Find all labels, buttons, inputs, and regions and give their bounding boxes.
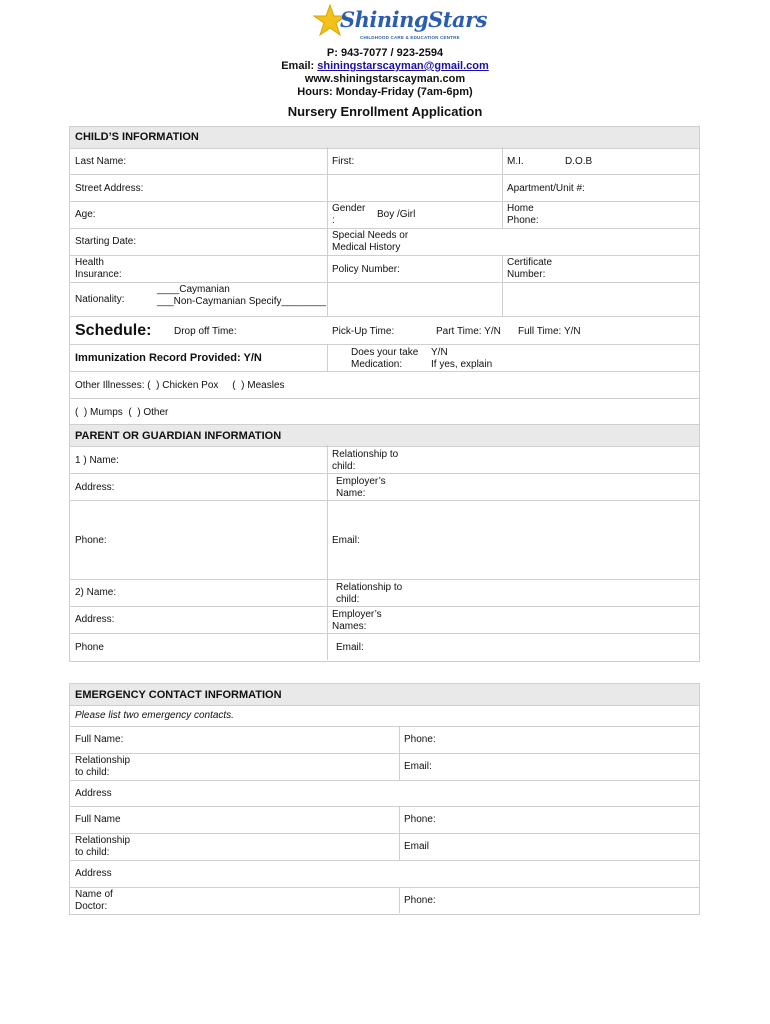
- col-divider: [399, 806, 400, 860]
- parent1-phone-label: Phone:: [75, 535, 107, 546]
- emergency2-relationship-label-2: to child:: [75, 847, 110, 858]
- parent2-relationship-label-2: child:: [336, 594, 360, 605]
- nationality-label: Nationality:: [75, 294, 125, 305]
- col-divider: [399, 887, 400, 913]
- health-insurance-label: Health: [75, 257, 104, 268]
- dob-label: D.O.B: [565, 156, 593, 167]
- emergency2-relationship-label: Relationship: [75, 835, 131, 846]
- apartment-label: Apartment/Unit #:: [507, 183, 585, 194]
- parent2-name-label: 2) Name:: [75, 587, 117, 598]
- gender-label-colon: :: [332, 215, 335, 226]
- parent1-employer-label: Employer’s: [336, 476, 386, 487]
- parent2-email-label: Email:: [336, 642, 364, 653]
- emergency1-relationship-label: Relationship: [75, 755, 131, 766]
- emergency2-name-label: Full Name: [75, 814, 121, 825]
- row-divider: [70, 473, 699, 474]
- emergency1-email-label: Email:: [404, 761, 432, 772]
- medication-label: Does your take: [351, 347, 419, 358]
- full-time-option[interactable]: Full Time: Y/N: [518, 326, 581, 337]
- non-caymanian-option[interactable]: ___Non-Caymanian Specify________: [157, 296, 327, 307]
- doctor-name-label: Name of: [75, 889, 113, 900]
- col-divider: [502, 201, 503, 228]
- row-divider: [70, 860, 699, 861]
- special-needs-label: Special Needs or: [332, 230, 409, 241]
- logo-tagline: CHILDHOOD CARE & EDUCATION CENTRE: [360, 35, 460, 40]
- form-title: Nursery Enrollment Application: [287, 104, 483, 119]
- row-divider: [70, 371, 699, 372]
- email-label: Email:: [281, 60, 318, 72]
- col-divider: [502, 255, 503, 316]
- parent2-phone-label: Phone: [75, 642, 104, 653]
- emergency1-relationship-label-2: to child:: [75, 767, 110, 778]
- parent1-address-label: Address:: [75, 482, 115, 493]
- row-divider: [70, 633, 699, 634]
- row-divider: [70, 398, 699, 399]
- parent1-relationship-label: Relationship to: [332, 449, 399, 460]
- emergency2-address-label: Address: [75, 868, 112, 879]
- parent2-employers-label: Employer’s: [332, 609, 382, 620]
- doctor-phone-label: Phone:: [404, 895, 436, 906]
- row-divider: [70, 726, 699, 727]
- parent1-email-label: Email:: [332, 535, 360, 546]
- part-time-option[interactable]: Part Time: Y/N: [436, 326, 501, 337]
- emergency1-name-label: Full Name:: [75, 734, 124, 745]
- immunization-label: Immunization Record Provided: Y/N: [75, 352, 262, 364]
- row-divider: [70, 500, 699, 501]
- col-divider: [327, 344, 328, 371]
- row-divider: [70, 753, 699, 754]
- row-divider: [70, 833, 699, 834]
- home-phone-label: Home: [507, 203, 534, 214]
- emergency1-phone-label: Phone:: [404, 734, 436, 745]
- contact-email: [0, 60, 770, 72]
- row-divider: [70, 780, 699, 781]
- parent1-name-label: 1 ) Name:: [75, 455, 119, 466]
- row-divider: [70, 282, 699, 283]
- certificate-label: Certificate: [507, 257, 553, 268]
- row-divider: [70, 316, 699, 317]
- logo-text: ShiningStars: [340, 7, 487, 32]
- child-section-title: CHILD’S INFORMATION: [75, 131, 199, 143]
- parent2-employers-label-2: Names:: [332, 621, 367, 632]
- emergency2-email-label: Email: [404, 841, 430, 852]
- first-name-label: First:: [332, 156, 355, 167]
- caymanian-option[interactable]: ____Caymanian: [157, 284, 230, 295]
- row-divider: [70, 228, 699, 229]
- mumps-other-label: ( ) Mumps ( ) Other: [75, 407, 169, 418]
- row-divider: [70, 201, 699, 202]
- pickup-time-label: Pick-Up Time:: [332, 326, 395, 337]
- starting-date-label: Starting Date:: [75, 236, 137, 247]
- doctor-name-label-2: Doctor:: [75, 901, 108, 912]
- certificate-label-2: Number:: [507, 269, 546, 280]
- emergency2-phone-label: Phone:: [404, 814, 436, 825]
- policy-number-label: Policy Number:: [332, 264, 400, 275]
- row-divider: [70, 174, 699, 175]
- schedule-title: Schedule:: [75, 322, 152, 339]
- parent1-relationship-label-2: child:: [332, 461, 356, 472]
- row-divider: [70, 806, 699, 807]
- row-divider: [70, 255, 699, 256]
- col-divider: [399, 726, 400, 780]
- row-divider: [70, 579, 699, 580]
- col-divider: [327, 445, 328, 660]
- last-name-label: Last Name:: [75, 156, 127, 167]
- emergency-section-title: EMERGENCY CONTACT INFORMATION: [75, 689, 282, 701]
- gender-label: Gender: [332, 203, 366, 214]
- special-needs-label-2: Medical History: [332, 242, 401, 253]
- emergency1-address-label: Address: [75, 788, 112, 799]
- home-phone-label-2: Phone:: [507, 215, 539, 226]
- parent1-employer-label-2: Name:: [336, 488, 366, 499]
- street-address-label: Street Address:: [75, 183, 144, 194]
- other-illnesses-label: Other Illnesses: ( ) Chicken Pox ( ) Measles: [75, 380, 285, 391]
- age-label: Age:: [75, 209, 96, 220]
- contact-website: www.shiningstarscayman.com: [304, 73, 466, 85]
- row-divider: [70, 606, 699, 607]
- contact-phone: P: 943-7077 / 923-2594: [326, 47, 444, 59]
- boy-girl-option[interactable]: Boy /Girl: [377, 209, 416, 220]
- dropoff-time-label: Drop off Time:: [174, 326, 237, 337]
- email-link[interactable]: shiningstarscayman@gmail.com: [317, 60, 489, 72]
- logo: [313, 4, 487, 44]
- parent2-relationship-label: Relationship to: [336, 582, 403, 593]
- medication-explain: If yes, explain: [431, 359, 493, 370]
- medication-yn[interactable]: Y/N: [431, 347, 448, 358]
- middle-initial-label: M.I.: [507, 156, 524, 167]
- health-insurance-label-2: Insurance:: [75, 269, 122, 280]
- col-divider: [502, 147, 503, 201]
- row-divider: [70, 887, 699, 888]
- col-divider: [327, 147, 328, 316]
- emergency-note: Please list two emergency contacts.: [75, 710, 234, 721]
- parent2-address-label: Address:: [75, 614, 115, 625]
- medication-label-2: Medication:: [351, 359, 403, 370]
- parent-section-title: PARENT OR GUARDIAN INFORMATION: [75, 430, 282, 442]
- row-divider: [70, 344, 699, 345]
- contact-hours: Hours: Monday-Friday (7am-6pm): [297, 86, 473, 98]
